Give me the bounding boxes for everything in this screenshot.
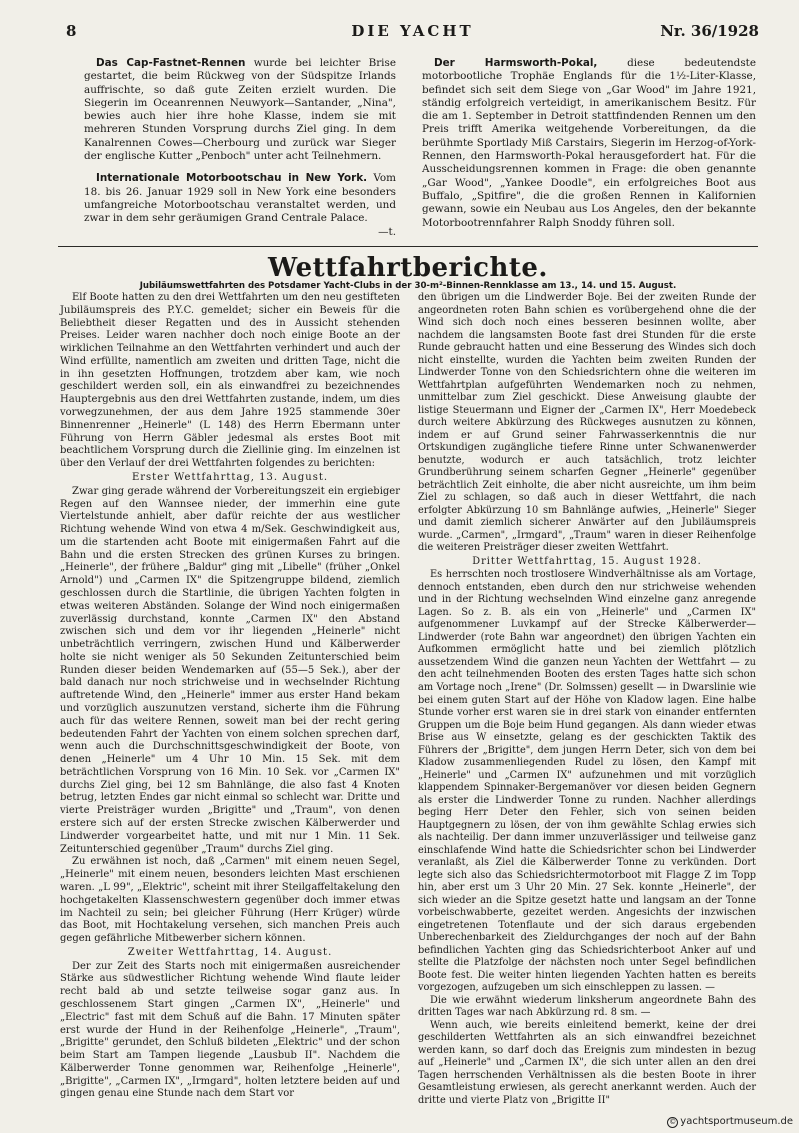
- article-subtitle: Jubiläumswettfahrten des Potsdamer Yacht-Clubs in der 30-m²-Binnen-Rennklasse am 13., 14. und 15. August.: [139, 281, 677, 291]
- harmsworth-heading: Der Harmsworth-Pokal,: [434, 57, 598, 69]
- day3-heading: Dritter Wettfahrttag, 15. August 1928.: [472, 555, 702, 567]
- copyright-icon: ©: [669, 1118, 677, 1126]
- cap-fastnet-heading: Das Cap-Fastnet-Rennen: [96, 57, 246, 69]
- intro-paragraph: Elf Boote hatten zu den drei Wettfahrten um den neu gestifteten Jubiläumspreis des P.Y.C. gemeldet; sicher ein Beweis für die Beliebtheit dieser Regatten und des in Aussicht stehenden Preises. Leider waren nachher doch noch einige Boote an der wirklichen Teilnahme an den Wettfahrten verhindert und auch der Wind erfüllte, namentlich am zweiten und dritten Tage, nicht die in ihn gesetzten Hoffnungen, trotzdem aber kam, wie noch geschildert werden soll, ein als einwandfrei zu bezeichnendes Hauptergebnis aus den drei Wettfahrten zustande, indem, um dies vorwegzunehmen, der aus dem Jahre 1925 stammende 30er Binnenrenner „Heinerle" (L 148) des Herrn Ebermann unter Führung von Herrn Gäbler jedesmal als erstes Boot mit beachtlichem Vorsprung durch die Ziellinie ging. Im einzelnen ist über den Verlauf der drei Wettfahrten folgendes zu berichten:: [60, 292, 400, 470]
- issue-number: Nr. 36/1928: [660, 22, 759, 40]
- motorboat-show-paragraph: [84, 172, 396, 238]
- day2-heading: Zweiter Wettfahrttag, 14. August.: [127, 946, 333, 958]
- motorboat-show-heading: Internationale Motorbootschau in New York.: [96, 172, 368, 185]
- motorboat-show-text: Vom 18. bis 26. Januar 1929 soll in New York eine besonders umfangreiche Motorbootschau veranstaltet werden, und zwar in dem sehr geräumigen Grand Centrale Palace.: [84, 172, 396, 225]
- harmsworth-text: diese bedeutendste motorbootliche Trophäe Englands für die 1½-Liter-Klasse, befindet sich seit dem Siege von „Gar Wood" im Jahre 1921, ständig erfolgreich verteidigt, in amerikanischem Besitz. Für die am 1. September in Detroit stattfindenden Rennen um den Preis trifft Amerika weitgehende Vorbereitungen, da die berühmte Sportlady Miß Carstairs, Siegerin im Herzog-of-York-Rennen, den Harmsworth-Pokal herausgefordert hat. Für die Ausscheidungsrennen kommen in Frage: die oben genannte „Gar Wood", „Yankee Doodle", ein erfolgreiches Boot aus Buffalo, „Spitfire", die die großen Rennen in Kalifornien gewann, sowie ein Neubau aus Los Angeles, den der bekannte Motorbootrennfahrer Ralph Snoddy führen soll.: [422, 57, 756, 229]
- harmsworth-paragraph: [422, 57, 756, 230]
- page-header: [66, 22, 759, 46]
- day3-paragraph: Es herrschten noch trostlosere Windverhältnisse als am Vortage, dennoch entstanden, eben durch den nur strichweise wehenden und in der Richtung wechselnden Wind einzelne ganz anregende Lagen. So z. B. als ein von „Heinerle" und „Carmen IX" aufgenommener Luvkampf auf der Strecke Kälberwerder—Lindwerder (rote Bahn war angeordnet) den übrigen Yachten ein Aufkommen ermöglicht hatte und bei ziemlich plötzlich aussetzendem Wind die ganzen neun Yachten der Wettfahrt — zu den acht teilnehmenden Booten des ersten Tages hatte sich schon am Vortage noch „Irene" (Dr. Solmssen) gesellt — in Dwarslinie wie bei einem guten Start auf der Höhe von Kladow lagen. Eine halbe Stunde vorher erst waren sie in drei stark von einander entfernten Gruppen um die Boje beim Hund gegangen. Als dann wieder etwas Brise aus W einsetzte, gelang es der geschickten Taktik des Führers der „Brigitte", dem jungen Herrn Deter, sich von dem bei Kladow zusammenliegenden Rudel zu lösen, den Kampf mit „Heinerle" und „Carmen IX" aufzunehmen und mit vorzüglich klappendem Spinnaker-Bergemanöver vor diesen beiden Gegnern als erster die Lindwerder Tonne zu runden. Nachher allerdings beging Herr Deter den Fehler, sich von seinen beiden Hauptgegnern zu lösen, der von ihm gewählte Schlag erwies sich als nachteilig. Der dann immer unzuverlässiger und teilweise ganz einschlafende Wind hatte die Schiedsrichter schon bei Lindwerder veranlaßt, als Ziel die Kälberwerder Tonne zu verkünden. Dort legte sich also das Schiedsrichtermotorboot mit Flagge Z im Topp hin, aber erst um 3 Uhr 20 Min. 27 Sek. konnte „Heinerle", der sich wieder an die Spitze gesetzt hatte und langsam an der Tonne vorbeischwabberte, gezeitet werden. Angesichts der inzwischen eingetretenen Totenflaute und der sich daraus ergebenden Unberechenbarkeit des Zieldurchganges der noch auf der Bahn befindlichen Yachten ging das Schiedsrichterboot Anker auf und stellte die Platzfolge der nächsten noch unter Segel befindlichen Boote fest. Die weiter hinten liegenden Yachten hatten es bereits vorgezogen, aufzugeben um sich einschleppen zu lassen. —: [418, 569, 756, 994]
- top-right-column: [422, 57, 756, 230]
- day2-continued-paragraph: den übrigen um die Lindwerder Boje. Bei der zweiten Runde der angeordneten roten Bahn schien es vorübergehend ohne die der Wind sich doch noch eines besseren besinnen wollte, aber nachdem die langsamsten Boote fast drei Stunden für die erste Runde gebraucht hatten und eine Besserung des Windes sich doch nicht einstellte, wurden die Yachten beim zweiten Runden der Lindwerder Tonne von den Schiedsrichtern ohne die weiteren im Wettfahrtplan aufgeführten Wendemarken noch zu nehmen, unmittelbar zum Ziel geschickt. Diese Anweisung glaubte der listige Steuermann und Eigner der „Carmen IX", Herr Moedebeck durch weitere Abkürzung des Rückweges ausnutzen zu können, indem er auf Grund seiner Fahrwasserkenntnis die nur Ortskundigen zugängliche tiefere Rinne unter Schwanenwerder benutzte, wodurch er auch tatsächlich, trotz leichter Grundberührung seinem scharfen Gegner „Heinerle" gegenüber beträchtlich Zeit einholte, die aber nicht ausreichte, um ihm beim Ziel zu schlagen, so daß auch in dieser Wettfahrt, die nach erfolgter Abkürzung 10 sm Bahnlänge aufwies, „Heinerle" Sieger und damit ziemlich sicherer Anwärter auf den Jubiläumspreis wurde. „Carmen", „Irmgard", „Traum" waren in dieser Reihenfolge die weiteren Preisträger dieser zweiten Wettfahrt.: [418, 292, 756, 554]
- author-sign: —t.: [378, 225, 396, 238]
- day1-heading: Erster Wettfahrttag, 13. August.: [131, 471, 329, 483]
- conclusion-paragraph: Wenn auch, wie bereits einleitend bemerkt, keine der drei geschilderten Wettfahrten als an sich einwandfrei bezeichnet werden kann, so darf doch das Ereignis zum mindesten in bezug auf „Heinerle" und „Carmen IX", die sich unter allen an den drei Tagen herrschenden Verhältnissen als die besten Boote in ihrer Gesamtleistung erwiesen, als gerecht anerkannt werden. Auch der dritte und vierte Platz von „Brigitte II": [418, 1019, 756, 1106]
- article-left-column: [60, 292, 400, 1101]
- cap-fastnet-text: wurde bei leichter Brise gestartet, die beim Rückweg von der Südspitze Irlands auffrischte, so daß gute Zeiten erzielt wurden. Die Siegerin im Oceanrennen Neuwyork—Santander, „Nina", bewies auch hier ihre hohe Klasse, indem sie mit mehreren Stunden Vorsprung durchs Ziel ging. In dem Kanalrennen Cowes—Cherbourg und zurück war Sieger der englische Kutter „Penboch" unter acht Teilnehmern.: [84, 57, 396, 163]
- cap-fastnet-paragraph: [84, 57, 396, 163]
- top-left-column: [84, 57, 396, 239]
- day1-paragraph: Zwar ging gerade während der Vorbereitungszeit ein ergiebiger Regen auf den Wannsee nieder, der immerhin eine gute Viertelstunde anhielt, aber dafür reichte der aus westlicher Richtung wehende Wind von etwa 4 m/Sek. Geschwindigkeit aus, um die startenden acht Boote mit einigermaßen Fahrt auf die Bahn und die ersten Strecken des grünen Kurses zu bringen. „Heinerle", der frühere „Baldur" ging mit „Libelle" (früher „Onkel Arnold") und „Carmen IX" die Spitzengruppe bildend, ziemlich geschlossen durch die Startlinie, die übrigen Yachten folgten in etwas weiteren Abständen. Solange der Wind noch einigermaßen zuverlässig durchstand, konnte „Carmen IX" den Abstand zwischen sich und dem vor ihr liegenden „Heinerle" nicht unbeträchtlich verringern, zwischen Hund und Kälberwerder holte sie nicht weniger als 50 Sekunden Zeitunterschied beim Runden dieser beiden Wendemarken auf (55—5 Sek.), aber der bald danach nur noch strichweise und in wechselnder Richtung auftretende Wind, den „Heinerle" immer aus erster Hand bekam und vorzüglich auszunutzen verstand, sicherte ihm die Führung auch für das weitere Rennen, soweit man bei der recht gering bedeutenden Fahrt der Yachten von einem solchen sprechen darf, wenn auch die Durchschnittsgeschwindigkeit der Boote, von denen „Heinerle" um 4 Uhr 10 Min. 15 Sek. mit dem beträchtlichen Vorsprung von 16 Min. 10 Sek. vor „Carmen IX" durchs Ziel ging, bei 12 sm Bahnlänge, die also fast 4 Knoten betrug, letzten Endes gar nicht einmal so schlecht war. Dritte und vierte Preisträger wurden „Brigitte" und „Traum", von denen erstere sich auf der ersten Strecke zwischen Kälberwerder und Lindwerder vorgearbeitet hatte, und mit nur 1 Min. 11 Sek. Zeitunterschied gegenüber „Traum" durchs Ziel ging.: [60, 485, 400, 855]
- day2-paragraph: Der zur Zeit des Starts noch mit einigermaßen ausreichender Stärke aus südwestlicher Richtung wehende Wind flaute leider recht bald ab und setzte teilweise sogar ganz aus. In geschlossenem Start gingen „Carmen IX", „Heinerle" und „Electric" fast mit dem Schuß auf die Bahn. 17 Minuten später erst wurde der Hund in der Reihenfolge „Heinerle", „Traum", „Brigitte" gerundet, den Schluß bildeten „Elektric" und der schon beim Start am Tampen liegende „Lausbub II". Nachdem die Kälberwerder Tonne genommen war, Reihenfolge „Heinerle", „Brigitte", „Carmen IX", „Irmgard", holten letztere beiden auf und gingen genau eine Stunde nach dem Start vor: [60, 960, 400, 1100]
- page-number: 8: [66, 22, 77, 40]
- watermark-credit: [667, 1116, 793, 1128]
- day1-notes-paragraph: Zu erwähnen ist noch, daß „Carmen" mit einem neuen Segel, „Heinerle" mit einem neuen, besonders leichten Mast erschienen waren. „L 99", „Elektric", scheint mit ihrer Steilgaffeltakelung den hochgetakelten Klassenschwestern gegenüber doch immer etwas im Nachteil zu sein; bei gleicher Führung (Herr Krüger) würde das Boot, mit Hochtakelung versehen, sich manchen Preis auch gegen gefährliche Mitbewerber sichern können.: [60, 856, 400, 945]
- magazine-title: DIE YACHT: [351, 22, 474, 40]
- section-divider: [58, 246, 758, 247]
- credit-text: yachtsportmuseum.de: [680, 1116, 793, 1127]
- article-title: Wettfahrtberichte.: [268, 253, 548, 283]
- article-right-column: [418, 292, 756, 1108]
- course-paragraph: Die wie erwähnt wiederum linksherum angeordnete Bahn des dritten Tages war nach Abkürzung rd. 8 sm. —: [418, 994, 756, 1019]
